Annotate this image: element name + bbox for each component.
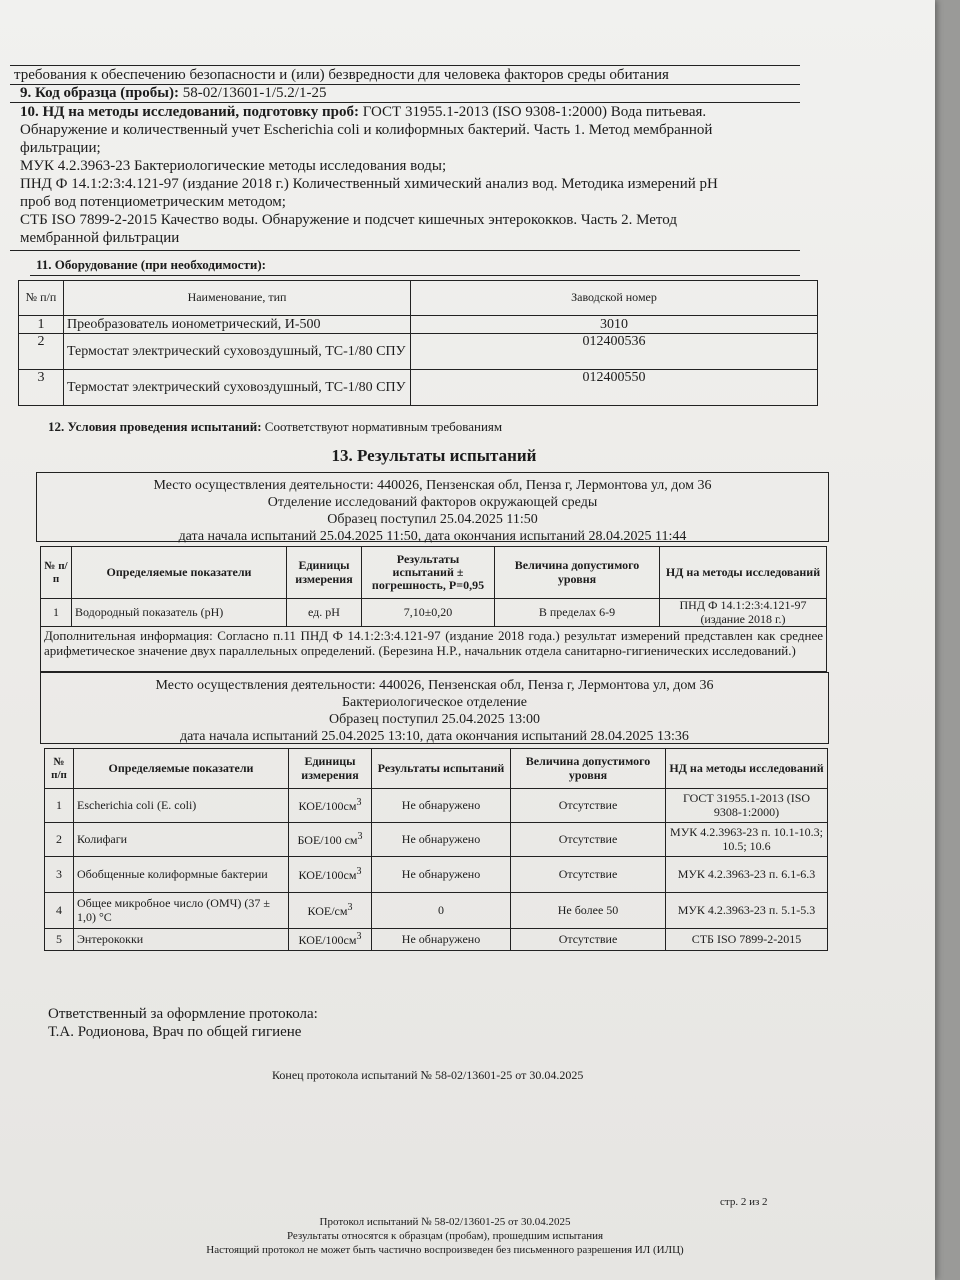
allowed-level: Не более 50 <box>511 893 666 929</box>
methods-line: ПНД Ф 14.1:2:3:4.121-97 (издание 2018 г.) Количественный химический анализ вод. Методика измерений pH <box>20 176 718 192</box>
block2-line: Место осуществления деятельности: 440026, Пензенская обл, Пенза г, Лермонтова ул, дом 36 <box>155 678 714 693</box>
units: КОЕ/$100см^3$ <box>289 789 372 823</box>
table-row <box>45 823 828 857</box>
row-num: 2 <box>45 823 74 857</box>
allowed-level: В пределах 6-9 <box>495 599 660 627</box>
block1-line: Отделение исследований факторов окружающей среды <box>267 495 598 510</box>
rule <box>30 275 800 276</box>
indicator-name: Энтерококки <box>74 929 289 951</box>
col-header-num: № п/п <box>19 281 64 316</box>
results-title: 13. Результаты испытаний <box>331 446 537 465</box>
methods-line: фильтрации; <box>20 140 101 156</box>
row-num: 1 <box>19 316 64 334</box>
method-doc: ГОСТ 31955.1-2013 (ISO 9308-1:2000) <box>666 789 828 823</box>
block2-line: Бактериологическое отделение <box>341 695 527 710</box>
footer-line: Настоящий протокол не может быть частично воспроизведен без письменного разрешения ИЛ (ИЛЦ) <box>206 1244 684 1256</box>
table-header-row <box>45 749 828 789</box>
sample-code-value: 58-02/13601-1/5.2/1-25 <box>178 85 327 101</box>
col-header-indicator: Определяемые показатели <box>72 547 287 599</box>
row-num: 3 <box>45 857 74 893</box>
col-header-name: Наименование, тип <box>64 281 411 316</box>
col-header-indicator: Определяемые показатели <box>74 749 289 789</box>
row-num: 3 <box>19 370 64 406</box>
indicator-name: Колифаги <box>74 823 289 857</box>
test-conditions-label: 12. Условия проведения испытаний: <box>48 419 262 434</box>
col-header-serial: Заводской номер <box>411 281 818 316</box>
serial-number: 012400536 <box>411 334 818 370</box>
serial-number: 3010 <box>411 316 818 334</box>
method-doc: МУК 4.2.3963-23 п. 10.1-10.3; 10.5; 10.6 <box>666 823 828 857</box>
col-header-result: Результаты испытаний <box>372 749 511 789</box>
rule <box>10 65 800 66</box>
method-doc: МУК 4.2.3963-23 п. 6.1-6.3 <box>666 857 828 893</box>
footer-line: Протокол испытаний № 58-02/13601-25 от 30.04.2025 <box>319 1216 571 1228</box>
row-num: 2 <box>19 334 64 370</box>
equipment-name: Преобразователь ионометрический, И-500 <box>64 316 411 334</box>
methods-line: Обнаружение и количественный учет Escherichia coli и колиформных бактерий. Часть 1. Метод мембранной <box>20 122 713 138</box>
col-header-units: Единицы измерения <box>287 547 362 599</box>
methods-line: ГОСТ 31955.1-2013 (ISO 9308-1:2000) Вода питьевая. <box>358 104 707 120</box>
col-header-limit: Величина допустимого уровня <box>511 749 666 789</box>
col-header-limit: Величина допустимого уровня <box>495 547 660 599</box>
col-header-result: Результаты испытаний ± погрешность, Р=0,95 <box>362 547 495 599</box>
table-header-row <box>41 547 827 599</box>
allowed-level: Отсутствие <box>511 929 666 951</box>
header-requirements-line: требования к обеспечению безопасности и (или) безвредности для человека факторов среды обитания <box>14 67 669 83</box>
methods-line: МУК 4.2.3963-23 Бактериологические методы исследования воды; <box>20 158 447 174</box>
table-row <box>45 929 828 951</box>
units: КОЕ/$см^3$ <box>289 893 372 929</box>
equipment-name: Термостат электрический суховоздушный, ТС-1/80 СПУ <box>64 334 411 370</box>
indicator-name: Обобщенные колиформные бактерии <box>74 857 289 893</box>
col-header-units: Единицы измерения <box>289 749 372 789</box>
block1-header <box>36 472 829 542</box>
allowed-level: Отсутствие <box>511 823 666 857</box>
equipment-table <box>18 280 818 406</box>
units: КОЕ/$100см^3$ <box>289 857 372 893</box>
row-num: 5 <box>45 929 74 951</box>
result-value: Не обнаружено <box>372 857 511 893</box>
units: ед. pH <box>287 599 362 627</box>
methods-line: мембранной фильтрации <box>20 230 180 246</box>
end-of-protocol: Конец протокола испытаний № 58-02/13601-25 от 30.04.2025 <box>272 1068 584 1082</box>
results-table-1 <box>40 546 827 627</box>
block1-line: Образец поступил 25.04.2025 11:50 <box>327 512 538 527</box>
responsible-label: Ответственный за оформление протокола: <box>48 1006 318 1022</box>
sample-code-row <box>20 85 326 102</box>
test-conditions-row <box>48 419 502 435</box>
row-num: 4 <box>45 893 74 929</box>
col-header-method: НД на методы исследований <box>666 749 828 789</box>
row-num: 1 <box>41 599 72 627</box>
equipment-name: Термостат электрический суховоздушный, ТС-1/80 СПУ <box>64 370 411 406</box>
indicator-name: Escherichia coli (E. coli) <box>74 789 289 823</box>
methods-line: проб вод потенциометрическим методом; <box>20 194 286 210</box>
sample-code-label: 9. Код образца (пробы): <box>20 85 179 101</box>
block1-line: дата начала испытаний 25.04.2025 11:50, дата окончания испытаний 28.04.2025 11:44 <box>178 529 687 544</box>
methods-label: 10. НД на методы исследований, подготовку проб: <box>20 104 359 120</box>
footer-line: Результаты относятся к образцам (пробам), прошедшим испытания <box>286 1230 604 1242</box>
table-row <box>19 370 818 406</box>
table-row <box>19 334 818 370</box>
page-number: стр. 2 из 2 <box>720 1196 768 1208</box>
test-conditions-value: Соответствуют нормативным требованиям <box>261 419 503 434</box>
indicator-name: Водородный показатель (pH) <box>72 599 287 627</box>
result-value: 7,10±0,20 <box>362 599 495 627</box>
method-doc: ПНД Ф 14.1:2:3:4.121-97 (издание 2018 г.) <box>660 599 827 627</box>
methods-line: СТБ ISO 7899-2-2015 Качество воды. Обнаружение и подсчет кишечных энтерококков. Часть 2. Метод <box>20 212 677 228</box>
responsible-person: Т.А. Родионова, Врач по общей гигиене <box>48 1024 302 1040</box>
table-row <box>45 857 828 893</box>
table-row <box>45 789 828 823</box>
row-num: 1 <box>45 789 74 823</box>
table-row <box>45 893 828 929</box>
methods-section <box>20 103 718 247</box>
rule <box>10 250 800 251</box>
block2-header <box>40 672 829 744</box>
results-table-2 <box>44 748 828 951</box>
allowed-level: Отсутствие <box>511 789 666 823</box>
allowed-level: Отсутствие <box>511 857 666 893</box>
result-value: Не обнаружено <box>372 789 511 823</box>
indicator-name: Общее микробное число (ОМЧ) (37 ± 1,0) °С <box>74 893 289 929</box>
col-header-num: № п/п <box>41 547 72 599</box>
block2-line: Образец поступил 25.04.2025 13:00 <box>328 712 541 727</box>
table-row <box>41 599 827 627</box>
result-value: 0 <box>372 893 511 929</box>
units: КОЕ/$100см^3$ <box>289 929 372 951</box>
col-header-method: НД на методы исследований <box>660 547 827 599</box>
block2-line: дата начала испытаний 25.04.2025 13:10, дата окончания испытаний 28.04.2025 13:36 <box>180 729 689 744</box>
block1-line: Место осуществления деятельности: 440026, Пензенская обл, Пенза г, Лермонтова ул, дом 36 <box>153 478 712 493</box>
table-header-row <box>19 281 818 316</box>
result-value: Не обнаружено <box>372 823 511 857</box>
method-doc: СТБ ISO 7899-2-2015 <box>666 929 828 951</box>
col-header-num: № п/п <box>45 749 74 789</box>
additional-info: Дополнительная информация: Согласно п.11 ПНД Ф 14.1:2:3:4.121-97 (издание 2018 года.) результат измерений представлен как среднее арифметическое значение двух параллельных определений. (Березина Н.Р., начальник отдела санитарно-гигиенических исследований.) <box>40 626 827 672</box>
table-row <box>19 316 818 334</box>
serial-number: 012400550 <box>411 370 818 406</box>
method-doc: МУК 4.2.3963-23 п. 5.1-5.3 <box>666 893 828 929</box>
equipment-label: 11. Оборудование (при необходимости): <box>36 257 266 272</box>
result-value: Не обнаружено <box>372 929 511 951</box>
units: БОЕ/100 $см^3$ <box>289 823 372 857</box>
